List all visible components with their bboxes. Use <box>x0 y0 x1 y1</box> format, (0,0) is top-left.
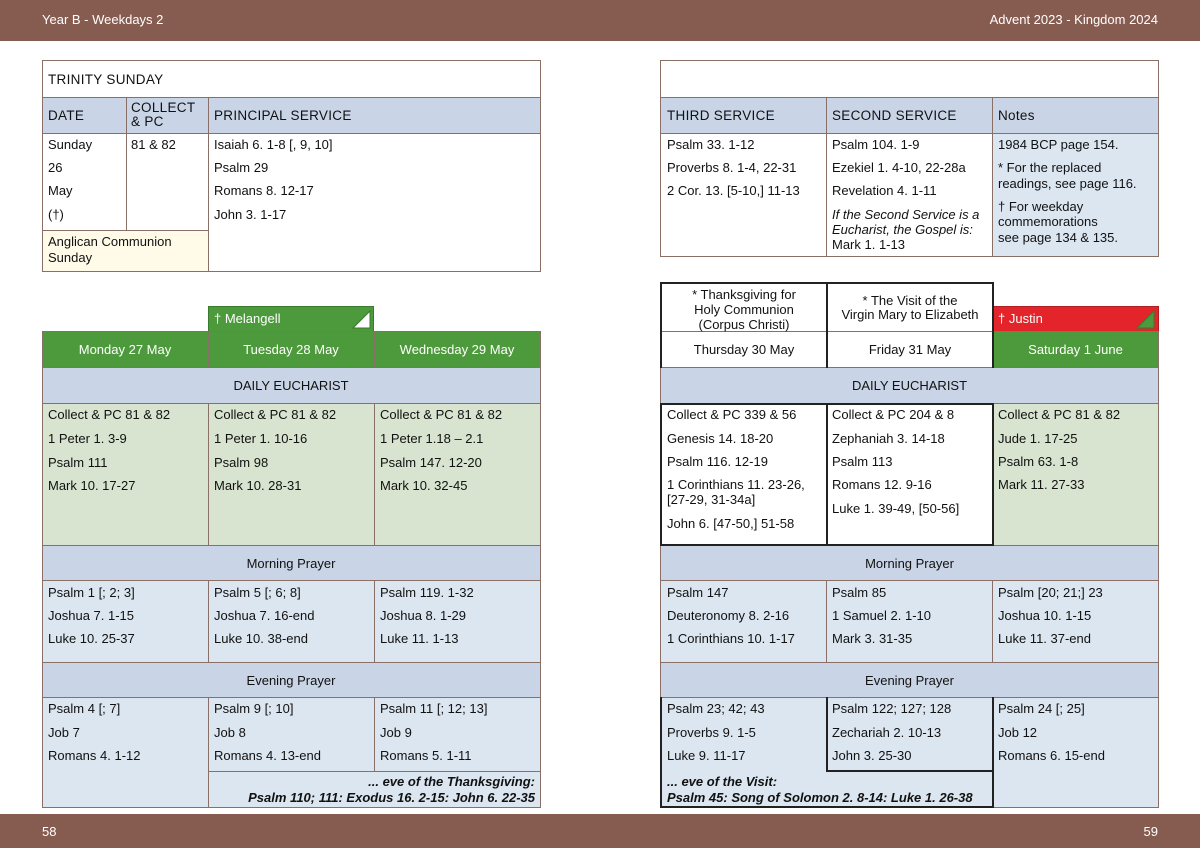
anglican-communion-label-2: Sunday <box>48 250 93 265</box>
date-line: (†) <box>48 207 64 222</box>
col-collect-header-2: & PC <box>131 114 164 129</box>
eucharist-reading: Collect & PC 81 & 82 <box>214 407 337 422</box>
date-line: Sunday <box>48 137 93 152</box>
principal-reading: Romans 8. 12-17 <box>214 183 314 198</box>
second-service-note: Eucharist, the Gospel is: <box>832 222 973 237</box>
principal-reading: Isaiah 6. 1-8 [, 9, 10] <box>214 137 333 152</box>
thursday-feast-title: (Corpus Christi) <box>698 317 790 332</box>
evening-prayer-label: Evening Prayer <box>246 673 336 688</box>
third-reading: 2 Cor. 13. [5-10,] 11-13 <box>667 183 800 198</box>
eucharist-reading: Collect & PC 204 & 8 <box>832 407 955 422</box>
third-reading: Psalm 33. 1-12 <box>667 137 755 152</box>
note-line: readings, see page 116. <box>998 176 1137 191</box>
eucharist-reading: Mark 10. 28-31 <box>214 478 302 493</box>
morning-reading: 1 Corinthians 10. 1-17 <box>667 631 795 646</box>
evening-reading: Job 7 <box>48 725 80 740</box>
friday-feast-title: Virgin Mary to Elizabeth <box>841 307 979 322</box>
eve-of-thanksgiving-readings: Psalm 110; 111: Exodus 16. 2-15: John 6. 22-35 <box>248 790 535 805</box>
saturday-commemoration-tab: † Justin <box>998 311 1043 326</box>
second-service-note: If the Second Service is a <box>832 207 980 222</box>
morning-reading: Luke 11. 1-13 <box>380 631 459 646</box>
eucharist-reading: 1 Peter 1. 10-16 <box>214 431 308 446</box>
eucharist-reading: Psalm 113 <box>832 454 893 469</box>
col-third-service: THIRD SERVICE <box>667 108 775 123</box>
evening-prayer-label: Evening Prayer <box>865 673 954 688</box>
morning-reading: Luke 11. 37-end <box>998 631 1091 646</box>
note-line: commemorations <box>998 214 1098 229</box>
second-reading: Psalm 104. 1-9 <box>832 137 920 152</box>
principal-reading: Psalm 29 <box>214 160 269 175</box>
eucharist-reading: [27-29, 31-34a] <box>667 492 756 507</box>
third-reading: Proverbs 8. 1-4, 22-31 <box>667 160 797 175</box>
morning-reading: Psalm 5 [; 6; 8] <box>214 585 301 600</box>
morning-reading: Joshua 7. 1-15 <box>48 608 135 623</box>
morning-reading: Luke 10. 25-37 <box>48 631 135 646</box>
evening-reading: Romans 4. 13-end <box>214 748 321 763</box>
evening-reading: Proverbs 9. 1-5 <box>667 725 756 740</box>
evening-reading: Psalm 9 [; 10] <box>214 701 294 716</box>
eucharist-reading: Luke 1. 39-49, [50-56] <box>832 501 960 516</box>
evening-reading: Romans 5. 1-11 <box>380 748 472 763</box>
anglican-communion-label: Anglican Communion <box>48 234 172 249</box>
eucharist-reading: Psalm 98 <box>214 455 269 470</box>
note-line: see page 134 & 135. <box>998 230 1118 245</box>
morning-reading: Psalm 85 <box>832 585 887 600</box>
eucharist-reading: Romans 12. 9-16 <box>832 477 932 492</box>
morning-reading: Mark 3. 31-35 <box>832 631 913 646</box>
evening-reading: Psalm 24 [; 25] <box>998 701 1085 716</box>
morning-reading: Psalm [20; 21;] 23 <box>998 585 1103 600</box>
note-line: * For the replaced <box>998 160 1102 175</box>
date-line: 26 <box>48 160 63 175</box>
evening-reading: Psalm 4 [; 7] <box>48 701 121 716</box>
eucharist-reading: Zephaniah 3. 14-18 <box>832 431 945 446</box>
morning-reading: 1 Samuel 2. 1-10 <box>832 608 932 623</box>
morning-reading: Luke 10. 38-end <box>214 631 308 646</box>
eucharist-reading: Psalm 63. 1-8 <box>998 454 1079 469</box>
page-corner-icon <box>1136 309 1155 329</box>
eucharist-reading: 1 Peter 1.18 – 2.1 <box>380 431 484 446</box>
morning-prayer-label: Morning Prayer <box>246 556 336 571</box>
page-header-band <box>0 0 1200 41</box>
principal-reading: John 3. 1-17 <box>214 207 287 222</box>
morning-reading: Joshua 7. 16-end <box>214 608 315 623</box>
morning-reading: Psalm 1 [; 2; 3] <box>48 585 135 600</box>
eucharist-reading: John 6. [47-50,] 51-58 <box>667 516 795 531</box>
eucharist-reading: Mark 10. 32-45 <box>380 478 468 493</box>
eucharist-reading: Genesis 14. 18-20 <box>667 431 774 446</box>
header-left: Year B - Weekdays 2 <box>42 12 164 27</box>
second-reading: Revelation 4. 1-11 <box>832 183 937 198</box>
morning-reading: Joshua 10. 1-15 <box>998 608 1092 623</box>
evening-reading: Psalm 122; 127; 128 <box>832 701 952 716</box>
morning-reading: Psalm 119. 1-32 <box>380 585 474 600</box>
morning-reading: Psalm 147 <box>667 585 729 600</box>
eucharist-reading: Jude 1. 17-25 <box>998 431 1078 446</box>
col-collect-header: COLLECT <box>131 100 196 115</box>
evening-reading: John 3. 25-30 <box>832 748 912 763</box>
thursday-feast-title: Holy Communion <box>694 302 794 317</box>
eucharist-reading: Collect & PC 81 & 82 <box>998 407 1121 422</box>
eve-of-visit: ... eve of the Visit: <box>667 774 778 789</box>
evening-reading: Job 9 <box>380 725 412 740</box>
evening-reading: Psalm 11 [; 12; 13] <box>380 701 488 716</box>
day-header-monday: Monday 27 May <box>78 342 172 357</box>
evening-reading: Romans 4. 1-12 <box>48 748 141 763</box>
daily-eucharist-label: DAILY EUCHARIST <box>851 378 968 393</box>
evening-reading: Zechariah 2. 10-13 <box>832 725 942 740</box>
second-reading: Ezekiel 1. 4-10, 22-28a <box>832 160 966 175</box>
eucharist-reading: Collect & PC 81 & 82 <box>48 407 171 422</box>
evening-reading: Luke 9. 11-17 <box>667 748 746 763</box>
evening-reading: Job 8 <box>214 725 246 740</box>
eucharist-reading: Collect & PC 81 & 82 <box>380 407 503 422</box>
date-line: May <box>48 183 73 198</box>
day-header-friday: Friday 31 May <box>868 342 952 357</box>
morning-reading: Joshua 8. 1-29 <box>380 608 467 623</box>
day-header-tuesday: Tuesday 28 May <box>243 342 339 357</box>
note-line: 1984 BCP page 154. <box>998 137 1119 152</box>
note-line: † For weekday <box>998 199 1084 214</box>
morning-reading: Deuteronomy 8. 2-16 <box>667 608 790 623</box>
eucharist-reading: 1 Corinthians 11. 23-26, <box>667 477 805 492</box>
eucharist-reading: Collect & PC 339 & 56 <box>667 407 797 422</box>
friday-feast-title: * The Visit of the <box>862 293 958 308</box>
second-service-note: Mark 1. 1-13 <box>832 237 905 252</box>
eucharist-reading: Mark 11. 27-33 <box>998 477 1085 492</box>
eucharist-reading: 1 Peter 1. 3-9 <box>48 431 127 446</box>
col-principal-header: PRINCIPAL SERVICE <box>214 108 352 123</box>
day-header-wednesday: Wednesday 29 May <box>399 342 515 357</box>
eucharist-reading: Psalm 111 <box>48 455 108 470</box>
eucharist-reading: Psalm 147. 12-20 <box>380 455 482 470</box>
page-number-left: 58 <box>42 824 57 839</box>
tuesday-commemoration-tab: † Melangell <box>214 311 281 326</box>
page-corner-icon <box>352 309 371 329</box>
col-date-header: DATE <box>48 108 85 123</box>
header-right: Advent 2023 - Kingdom 2024 <box>989 12 1158 27</box>
col-notes: Notes <box>998 108 1035 123</box>
evening-reading: Psalm 23; 42; 43 <box>667 701 765 716</box>
day-header-thursday: Thursday 30 May <box>693 342 795 357</box>
eucharist-reading: Psalm 116. 12-19 <box>667 454 768 469</box>
day-header-saturday: Saturday 1 June <box>1028 342 1123 357</box>
thursday-feast-title: * Thanksgiving for <box>692 287 796 302</box>
daily-eucharist-label: DAILY EUCHARIST <box>233 378 349 393</box>
eucharist-reading: Mark 10. 17-27 <box>48 478 136 493</box>
eve-of-visit-readings: Psalm 45: Song of Solomon 2. 8-14: Luke 1. 26-38 <box>667 790 973 805</box>
evening-reading: Romans 6. 15-end <box>998 748 1105 763</box>
collect-value: 81 & 82 <box>131 137 176 152</box>
page-number-right: 59 <box>1143 824 1158 839</box>
page-footer-band <box>0 814 1200 848</box>
col-second-service: SECOND SERVICE <box>832 108 957 123</box>
eve-of-thanksgiving: ... eve of the Thanksgiving: <box>368 774 535 789</box>
morning-prayer-label: Morning Prayer <box>865 556 954 571</box>
evening-reading: Job 12 <box>998 725 1038 740</box>
trinity-title: TRINITY SUNDAY <box>48 72 164 87</box>
